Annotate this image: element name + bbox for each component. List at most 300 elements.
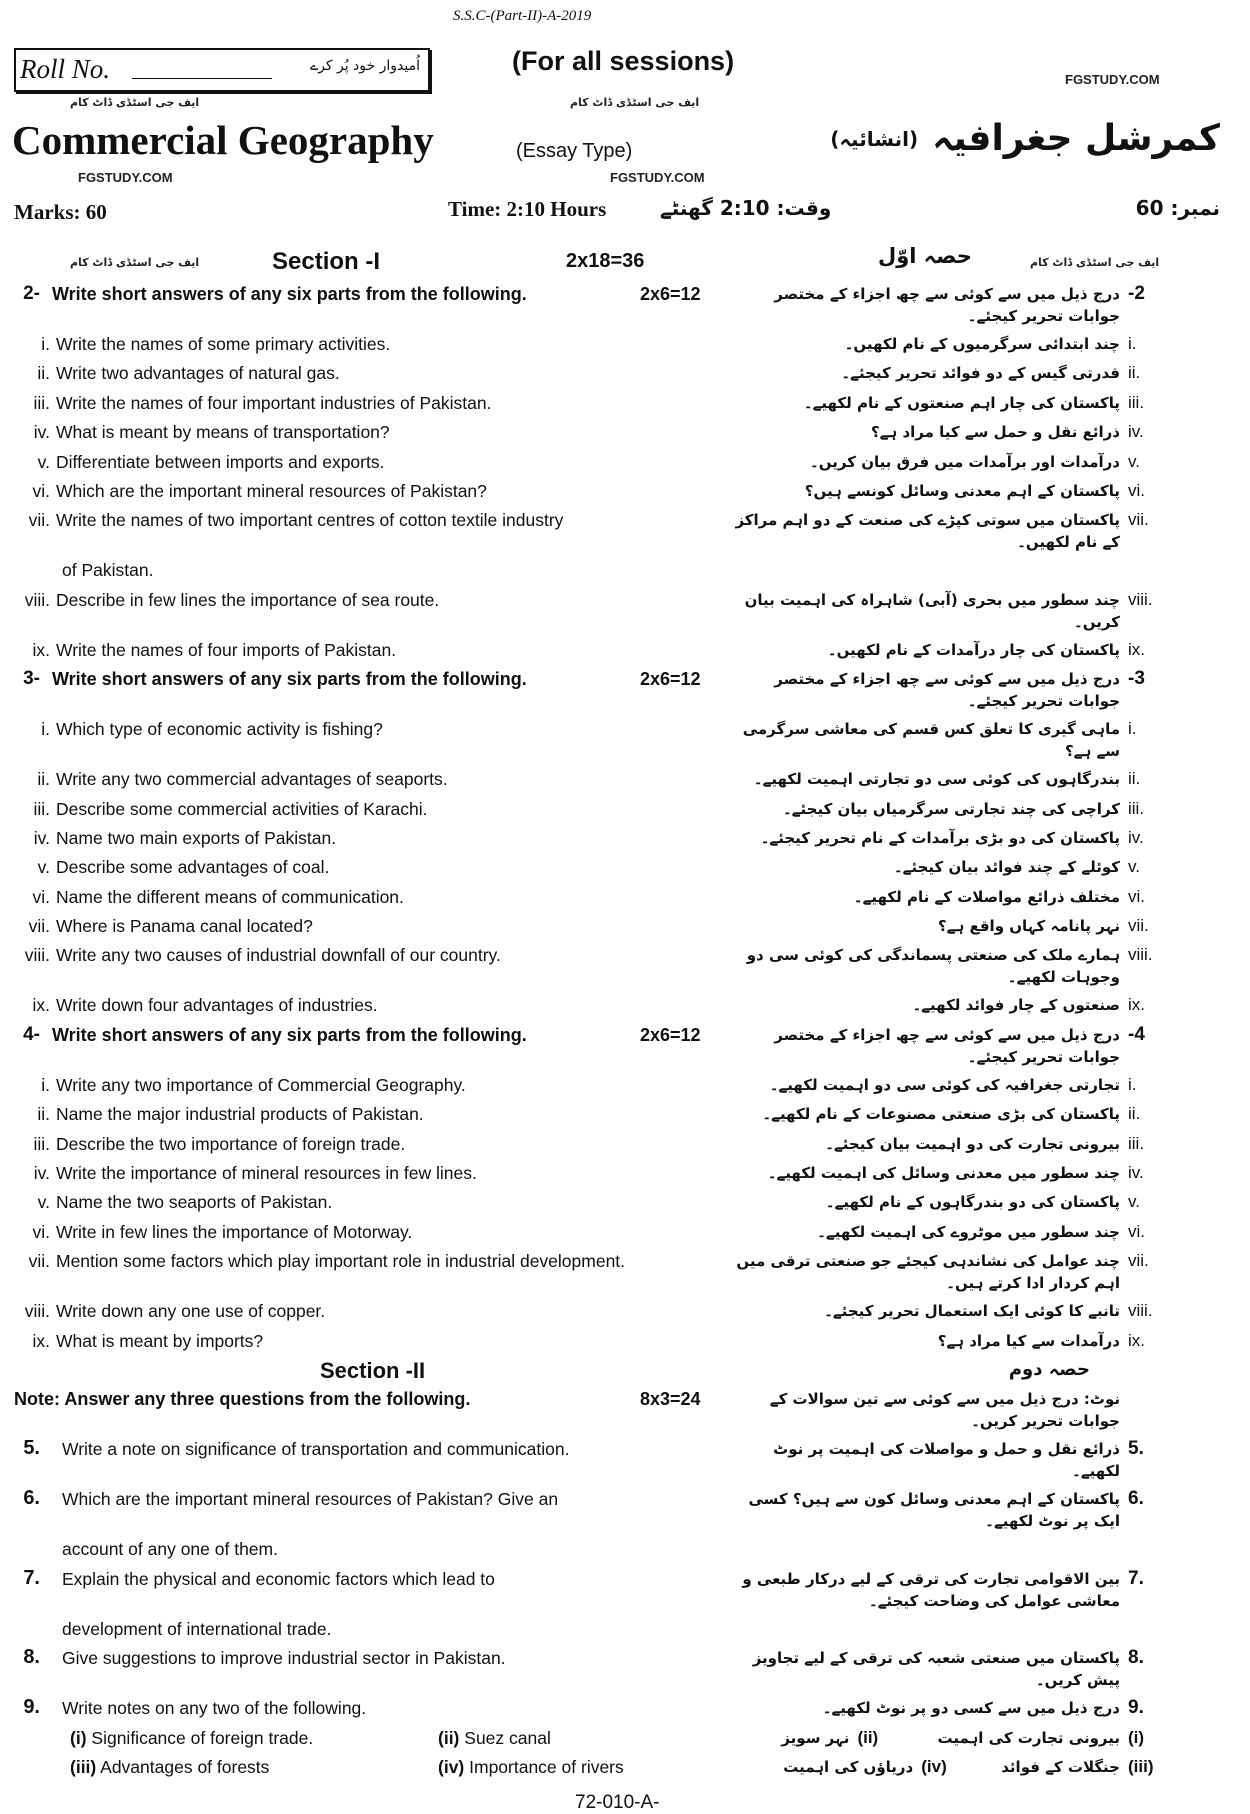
question-text-urdu: ہمارے ملک کی صنعتی پسماندگی کی کوئی سی دو وجوہات لکھیے۔ xyxy=(746,946,1120,987)
urdu-part xyxy=(730,1071,1250,1099)
english-part xyxy=(0,1021,730,1050)
english-part xyxy=(0,1485,730,1514)
urdu-part xyxy=(730,1159,1250,1187)
urdu-part xyxy=(730,330,1250,358)
question-number-urdu: iii. xyxy=(1128,798,1145,818)
english-part xyxy=(0,1435,730,1464)
question-row xyxy=(0,1247,1250,1297)
question-number: ii. xyxy=(37,769,50,790)
question-number-urdu: iv. xyxy=(1128,827,1144,847)
question-text-english: Write short answers of any six parts from the following. xyxy=(52,1024,527,1045)
question-number: vi. xyxy=(32,1221,50,1242)
urdu-part xyxy=(730,1356,1250,1384)
question-number-urdu: i. xyxy=(1128,1074,1137,1094)
english-part xyxy=(0,941,730,970)
question-row xyxy=(0,912,1250,941)
english-part xyxy=(0,280,730,309)
english-part xyxy=(0,556,730,585)
question-number-urdu: vi. xyxy=(1128,1221,1145,1241)
watermark: FGSTUDY.COM xyxy=(78,170,173,185)
question-text-urdu: درج ذیل میں سے کوئی سے چھ اجزاء کے مختصر جوابات تحریر کیجئے۔ xyxy=(774,670,1120,711)
question-text-english: Write down any one use of copper. xyxy=(56,1301,326,1322)
urdu-part xyxy=(730,1753,1250,1781)
question-text-english: development of international trade. xyxy=(62,1618,332,1639)
english-part xyxy=(0,1356,730,1385)
urdu-option-label: (i) xyxy=(1128,1727,1145,1747)
marks-label: 2x6=12 xyxy=(640,1024,701,1045)
question-number-urdu: vi. xyxy=(1128,886,1145,906)
question-text-english: What is meant by imports? xyxy=(56,1330,264,1351)
question-text-urdu: قدرتی گیس کے دو فوائد تحریر کیجئے۔ xyxy=(841,364,1120,383)
urdu-part xyxy=(730,280,1250,330)
questions-body xyxy=(0,280,1250,1782)
question-text-urdu: نوٹ: درج ذیل میں سے کوئی سے تین سوالات کے جوابات تحریر کریں۔ xyxy=(769,1390,1120,1431)
marks-label: 8x3=24 xyxy=(640,1389,701,1410)
question-text-urdu: پاکستان میں سوتی کپڑے کی صنعت کے دو اہم مراکز کے نام لکھیں۔ xyxy=(735,511,1120,552)
question-text-urdu: حصہ دوم xyxy=(1008,1358,1090,1380)
question-row xyxy=(0,991,1250,1020)
question-number-urdu: i. xyxy=(1128,334,1137,353)
english-part xyxy=(0,765,730,794)
question-number-urdu: v. xyxy=(1128,857,1140,877)
urdu-option-label: (iii) xyxy=(1128,1756,1154,1776)
question-row xyxy=(0,824,1250,853)
urdu-part xyxy=(730,1130,1250,1158)
question-number-urdu: -4 xyxy=(1128,1023,1145,1045)
question-number: 3- xyxy=(23,668,40,690)
english-part xyxy=(0,1188,730,1217)
english-part xyxy=(0,1327,730,1356)
question-text-english: Write the names of four imports of Pakistan. xyxy=(56,639,397,660)
question-text-urdu: کراچی کی چند تجارتی سرگرمیاں بیان کیجئے۔ xyxy=(782,799,1120,818)
question-row xyxy=(0,1644,1250,1694)
question-number-urdu: ix. xyxy=(1128,1330,1145,1350)
urdu-part xyxy=(730,883,1250,911)
question-text-english: Name the major industrial products of Pakistan. xyxy=(56,1104,424,1125)
question-text-urdu: درج ذیل میں سے کوئی سے چھ اجزاء کے مختصر جوابات تحریر کیجئے۔ xyxy=(774,1025,1120,1066)
question-text-urdu: صنعتوں کے چار فوائد لکھیے۔ xyxy=(912,996,1120,1015)
question-number-urdu: vi. xyxy=(1128,480,1145,500)
english-part xyxy=(0,477,730,506)
question-number-urdu: 6. xyxy=(1128,1488,1144,1510)
english-part xyxy=(0,824,730,853)
question-text-english: account of any one of them. xyxy=(62,1539,278,1560)
english-part xyxy=(0,389,730,418)
title-urdu-group xyxy=(830,118,1220,159)
question-number-urdu: viii. xyxy=(1128,589,1153,609)
question-row xyxy=(0,556,1250,585)
urdu-part xyxy=(730,1247,1250,1297)
urdu-part xyxy=(730,506,1250,556)
watermark: FGSTUDY.COM xyxy=(610,170,705,185)
question-row xyxy=(0,330,1250,359)
question-number-urdu: 7. xyxy=(1128,1567,1144,1589)
question-text-english: Name the two seaports of Pakistan. xyxy=(56,1192,333,1213)
question-number: vi. xyxy=(32,480,50,501)
question-text-english: Write short answers of any six parts from the following. xyxy=(52,669,527,690)
question-number: iv. xyxy=(33,1163,50,1184)
section-1-heading: Section -I xyxy=(272,248,381,275)
question-number-urdu: iv. xyxy=(1128,1163,1144,1183)
sub-option xyxy=(70,1728,313,1749)
roll-urdu-label: اُمیدوار خود پُر کرے xyxy=(309,58,420,74)
question-number: 2- xyxy=(23,283,40,304)
question-number: 8. xyxy=(23,1646,40,1669)
title-urdu: کمرشل جغرافیہ xyxy=(932,118,1220,159)
time-urdu: وقت: 2:10 گھنٹے xyxy=(660,196,832,220)
question-number: 9. xyxy=(23,1696,40,1719)
question-row xyxy=(0,1188,1250,1217)
question-number-urdu: ii. xyxy=(1128,1104,1141,1124)
sessions-label: (For all sessions) xyxy=(512,46,735,76)
question-row xyxy=(0,1130,1250,1159)
question-text-english: Where is Panama canal located? xyxy=(56,916,313,937)
sub-option xyxy=(438,1728,551,1749)
question-row xyxy=(0,1159,1250,1188)
section-1-urdu: حصہ اوّل xyxy=(878,244,972,268)
urdu-part xyxy=(730,1615,1250,1621)
question-row xyxy=(0,1485,1250,1535)
question-text-urdu: تجارتی جغرافیہ کی کوئی سی دو اہمیت لکھیے۔ xyxy=(769,1075,1120,1094)
option-text: Advantages of forests xyxy=(100,1756,270,1777)
option-label: (ii) xyxy=(438,1727,460,1748)
question-text-english: Describe some commercial activities of Karachi. xyxy=(56,798,428,819)
question-text-english: Differentiate between imports and exports. xyxy=(56,451,385,472)
option-label: (i) xyxy=(70,1727,87,1748)
english-part xyxy=(0,853,730,882)
question-number-urdu: viii. xyxy=(1128,1301,1153,1321)
question-heading xyxy=(0,1385,1250,1435)
option-text: Suez canal xyxy=(464,1727,551,1748)
question-text-english: Mention some factors which play important role in industrial development. xyxy=(56,1251,626,1272)
question-number-urdu: 8. xyxy=(1128,1647,1144,1669)
question-text-urdu: درج ذیل میں سے کسی دو پر نوٹ لکھیے۔ xyxy=(822,1699,1120,1718)
urdu-part xyxy=(730,795,1250,823)
question-number: viii. xyxy=(24,589,50,610)
question-text-urdu: ماہی گیری کا تعلق کس قسم کی معاشی سرگرمی سے ہے؟ xyxy=(742,720,1120,761)
option-text: Significance of foreign trade. xyxy=(91,1727,314,1748)
question-text-english: Write any two importance of Commercial Geography. xyxy=(56,1074,466,1095)
urdu-part xyxy=(730,556,1250,562)
question-number: v. xyxy=(37,1192,50,1213)
english-part xyxy=(0,1694,730,1723)
question-number: 4- xyxy=(23,1023,40,1045)
question-text-urdu: چند ابتدائی سرگرمیوں کے نام لکھیں۔ xyxy=(844,335,1120,353)
option-label: (iv) xyxy=(438,1756,465,1777)
english-part xyxy=(0,1130,730,1159)
question-number: vi. xyxy=(32,886,50,907)
urdu-part xyxy=(730,715,1250,765)
question-number: vii. xyxy=(28,916,50,937)
urdu-part xyxy=(730,665,1250,715)
urdu-part xyxy=(730,1694,1250,1722)
question-number-urdu: ix. xyxy=(1128,995,1145,1015)
question-text-english: Write the names of four important industries of Pakistan. xyxy=(56,392,492,413)
question-text-urdu: چند عوامل کی نشاندہی کیجئے جو صنعتی ترقی میں اہم کردار ادا کرتے ہیں۔ xyxy=(736,1252,1120,1293)
question-text-english: Write the names of two important centres of cotton textile industry xyxy=(56,510,564,531)
question-text-english: Which are the important mineral resources of Pakistan? Give an xyxy=(62,1489,559,1510)
question-row xyxy=(0,418,1250,447)
question-number: 5. xyxy=(23,1437,40,1460)
question-text-urdu: پاکستان کی دو بندرگاہوں کے نام لکھیے۔ xyxy=(825,1193,1120,1212)
english-part xyxy=(0,1753,730,1782)
question-text-urdu: مختلف ذرائع مواصلات کے نام لکھیے۔ xyxy=(853,887,1120,906)
english-part xyxy=(0,1565,730,1594)
english-part xyxy=(0,330,730,359)
question-number-urdu: 9. xyxy=(1128,1697,1144,1719)
english-part xyxy=(0,1644,730,1673)
question-heading xyxy=(0,665,1250,715)
question-text-urdu: بیرونی تجارت کی دو اہمیت بیان کیجئے۔ xyxy=(825,1134,1120,1153)
question-text-urdu: بین الاقوامی تجارت کی ترقی کے لیے درکار طبعی و معاشی عوامل کی وضاحت کیجئے۔ xyxy=(742,1569,1120,1610)
question-text-urdu: چند سطور میں موٹروے کی اہمیت لکھیے۔ xyxy=(817,1222,1120,1241)
question-text-urdu: پاکستان کی بڑی صنعتی مصنوعات کے نام لکھیے۔ xyxy=(762,1105,1120,1124)
sub-option xyxy=(70,1757,269,1778)
question-number: iii. xyxy=(33,1133,50,1154)
question-text-english: Write notes on any two of the following. xyxy=(62,1698,367,1719)
question-heading xyxy=(0,1021,1250,1071)
question-text-urdu: درج ذیل میں سے کوئی سے چھ اجزاء کے مختصر جوابات تحریر کیجئے۔ xyxy=(774,285,1120,325)
question-text-english: of Pakistan. xyxy=(62,560,154,581)
question-number-urdu: viii. xyxy=(1128,945,1153,965)
urdu-part xyxy=(730,1297,1250,1325)
marks-label: 2x6=12 xyxy=(640,669,701,690)
english-part xyxy=(0,359,730,388)
english-part xyxy=(0,912,730,941)
urdu-option-label: (iv) xyxy=(921,1756,947,1776)
section-1-marks: 2x18=36 xyxy=(566,250,645,272)
urdu-part xyxy=(730,1100,1250,1128)
question-text-english: Explain the physical and economic factors which lead to xyxy=(62,1568,495,1589)
question-row xyxy=(0,389,1250,418)
roll-number-field[interactable] xyxy=(132,78,272,79)
urdu-part xyxy=(730,1724,1250,1752)
question-number-urdu: i. xyxy=(1128,719,1137,739)
question-row xyxy=(0,1297,1250,1326)
question-text-urdu: بندرگاہوں کی کوئی سی دو تجارتی اہمیت لکھیے۔ xyxy=(753,770,1120,789)
question-text-urdu: نہر پانامہ کہاں واقع ہے؟ xyxy=(937,917,1120,936)
question-number: viii. xyxy=(24,945,50,966)
question-text-english: Which are the important mineral resources of Pakistan? xyxy=(56,480,487,501)
question-number-urdu: ix. xyxy=(1128,639,1145,659)
type-english: (Essay Type) xyxy=(516,140,633,162)
urdu-part xyxy=(730,1644,1250,1694)
question-number: vii. xyxy=(28,510,50,531)
question-row xyxy=(0,1100,1250,1129)
question-row xyxy=(0,1327,1250,1356)
question-number-urdu: vii. xyxy=(1128,916,1149,936)
english-part xyxy=(0,1247,730,1276)
question-text-urdu: ذرائع نقل و حمل سے کیا مراد ہے؟ xyxy=(870,423,1120,442)
english-part xyxy=(0,1071,730,1100)
english-part xyxy=(0,1535,730,1564)
question-number-urdu: -3 xyxy=(1128,668,1145,690)
english-part xyxy=(0,795,730,824)
question-text-english: Write down four advantages of industries. xyxy=(56,995,378,1016)
english-part xyxy=(0,636,730,665)
urdu-part xyxy=(730,448,1250,476)
urdu-part xyxy=(730,636,1250,664)
question-row xyxy=(0,853,1250,882)
question-number-urdu: ii. xyxy=(1128,769,1141,789)
question-row xyxy=(0,795,1250,824)
urdu-part xyxy=(730,1327,1250,1355)
roll-number-box xyxy=(14,48,430,92)
question-text-urdu: پاکستان کے اہم معدنی وسائل کونسے ہیں؟ xyxy=(804,481,1120,500)
question-row xyxy=(0,765,1250,794)
question-text-english: Write two advantages of natural gas. xyxy=(56,363,340,384)
english-part xyxy=(0,586,730,615)
question-text-urdu: پاکستان کی چار درآمدات کے نام لکھیں۔ xyxy=(827,640,1120,659)
urdu-part xyxy=(730,853,1250,881)
option-label: (iii) xyxy=(70,1756,97,1777)
question-text-urdu: ذرائع نقل و حمل و مواصلات کی اہمیت پر نوٹ لکھیے۔ xyxy=(773,1440,1120,1481)
question-number: iii. xyxy=(33,392,50,413)
question-row xyxy=(0,586,1250,636)
question-row xyxy=(0,941,1250,991)
question-text-english: Name two main exports of Pakistan. xyxy=(56,827,337,848)
question-row xyxy=(0,1218,1250,1247)
urdu-option: بیرونی تجارت کی اہمیت xyxy=(937,1728,1120,1747)
english-part xyxy=(0,883,730,912)
english-part xyxy=(0,1297,730,1326)
english-part xyxy=(0,506,730,535)
question-number: viii. xyxy=(24,1301,50,1322)
question-row xyxy=(0,1615,1250,1644)
urdu-part xyxy=(730,359,1250,387)
question-text-english: What is meant by means of transportation? xyxy=(56,422,390,443)
question-text-urdu: پاکستان میں صنعتی شعبہ کی ترقی کے لیے تجاویز پیش کریں۔ xyxy=(752,1649,1120,1690)
question-text-english: Write in few lines the importance of Motorway. xyxy=(56,1221,413,1242)
question-number: 7. xyxy=(23,1566,40,1589)
question-text-english: Describe in few lines the importance of sea route. xyxy=(56,589,440,610)
question-number: iii. xyxy=(33,798,50,819)
question-text-urdu: چند سطور میں بحری (آبی) شاہراہ کی اہمیت بیان کریں۔ xyxy=(744,590,1120,631)
question-text-english: Write any two commercial advantages of seaports. xyxy=(56,769,448,790)
urdu-part xyxy=(730,1021,1250,1071)
english-part xyxy=(0,1159,730,1188)
english-part xyxy=(0,1100,730,1129)
urdu-option: دریاؤں کی اہمیت xyxy=(783,1757,914,1776)
question-heading xyxy=(0,280,1250,330)
question-text-english: Write short answers of any six parts from the following. xyxy=(52,284,527,304)
question-text-english: Which type of economic activity is fishing? xyxy=(56,719,383,740)
watermark: FGSTUDY.COM xyxy=(1065,72,1160,87)
question-number: 6. xyxy=(23,1487,40,1510)
question-number-urdu: ii. xyxy=(1128,363,1141,383)
urdu-option: جنگلات کے فوائد xyxy=(1001,1757,1120,1776)
question-row xyxy=(0,636,1250,665)
title-english: Commercial Geography xyxy=(12,117,434,163)
urdu-part xyxy=(730,389,1250,417)
english-part xyxy=(0,418,730,447)
urdu-part xyxy=(730,1218,1250,1246)
urdu-option: نہر سویز xyxy=(781,1728,850,1747)
english-part xyxy=(0,1724,730,1753)
paper-code: 72-010-A- xyxy=(575,1792,660,1814)
question-text-urdu: پاکستان کے اہم معدنی وسائل کون سے ہیں؟ کسی ایک پر نوٹ لکھیے۔ xyxy=(748,1490,1120,1531)
question-row xyxy=(0,448,1250,477)
urdu-part xyxy=(730,1385,1250,1435)
question-number: v. xyxy=(37,857,50,878)
question-number: ix. xyxy=(32,1330,50,1351)
urdu-part xyxy=(730,765,1250,793)
english-part xyxy=(0,665,730,694)
questions-flow xyxy=(0,280,1250,1814)
question-number: ii. xyxy=(37,1104,50,1125)
urdu-part xyxy=(730,991,1250,1019)
question-text-english: Write the names of some primary activities. xyxy=(56,334,391,354)
question-row xyxy=(0,883,1250,912)
question-number-urdu: vii. xyxy=(1128,510,1149,530)
english-part xyxy=(0,1385,730,1414)
question-text-urdu: درآمدات اور برآمدات میں فرق بیان کریں۔ xyxy=(810,452,1120,471)
question-text-urdu: پاکستان کی چار اہم صنعتوں کے نام لکھیے۔ xyxy=(803,393,1120,412)
marks-label: 2x6=12 xyxy=(640,284,701,304)
question-number: vii. xyxy=(28,1251,50,1272)
marks-english: Marks: 60 xyxy=(14,200,107,224)
question-number: iv. xyxy=(33,422,50,443)
question-row xyxy=(0,1724,1250,1753)
english-part xyxy=(0,448,730,477)
question-row xyxy=(0,359,1250,388)
question-number: ix. xyxy=(32,995,50,1016)
question-text-english: Write a note on significance of transportation and communication. xyxy=(62,1439,570,1460)
question-text-english: Write any two causes of industrial downfall of our country. xyxy=(56,945,501,966)
urdu-part xyxy=(730,418,1250,446)
question-row xyxy=(0,1435,1250,1485)
question-number-urdu: iii. xyxy=(1128,392,1145,412)
question-row xyxy=(0,1071,1250,1100)
urdu-part xyxy=(730,1485,1250,1535)
english-part xyxy=(0,1615,730,1644)
urdu-part xyxy=(730,586,1250,636)
urdu-part xyxy=(730,824,1250,852)
section-heading xyxy=(0,1356,1250,1385)
question-number-urdu: v. xyxy=(1128,1192,1140,1212)
urdu-part xyxy=(730,477,1250,505)
urdu-part xyxy=(730,941,1250,991)
urdu-part xyxy=(730,1535,1250,1541)
question-text-english: Write the importance of mineral resources in few lines. xyxy=(56,1163,477,1184)
urdu-part xyxy=(730,1188,1250,1216)
question-text-english: Give suggestions to improve industrial sector in Pakistan. xyxy=(62,1648,506,1669)
question-text-english: Describe the two importance of foreign trade. xyxy=(56,1133,406,1154)
question-text-english: Section -II xyxy=(320,1357,426,1383)
option-text: Importance of rivers xyxy=(469,1756,624,1777)
watermark: ایف جی اسٹڈی ڈاٹ کام xyxy=(1030,256,1160,269)
question-text-urdu: درآمدات سے کیا مراد ہے؟ xyxy=(937,1331,1120,1350)
question-number: i. xyxy=(41,719,50,740)
question-row xyxy=(0,477,1250,506)
question-row xyxy=(0,1694,1250,1723)
english-part xyxy=(0,1218,730,1247)
sub-option xyxy=(438,1757,624,1778)
question-number: i. xyxy=(41,334,50,354)
question-text-urdu: تانبے کا کوئی ایک استعمال تحریر کیجئے۔ xyxy=(824,1302,1120,1321)
question-row xyxy=(0,1565,1250,1615)
question-number: ii. xyxy=(37,363,50,384)
watermark: ایف جی اسٹڈی ڈاٹ کام xyxy=(70,96,200,109)
question-number: iv. xyxy=(33,827,50,848)
question-number-urdu: iv. xyxy=(1128,422,1144,442)
question-row xyxy=(0,1535,1250,1564)
question-number-urdu: -2 xyxy=(1128,283,1145,304)
urdu-option-label: (ii) xyxy=(857,1727,879,1747)
urdu-part xyxy=(730,1435,1250,1485)
urdu-part xyxy=(730,912,1250,940)
question-number-urdu: iii. xyxy=(1128,1133,1145,1153)
